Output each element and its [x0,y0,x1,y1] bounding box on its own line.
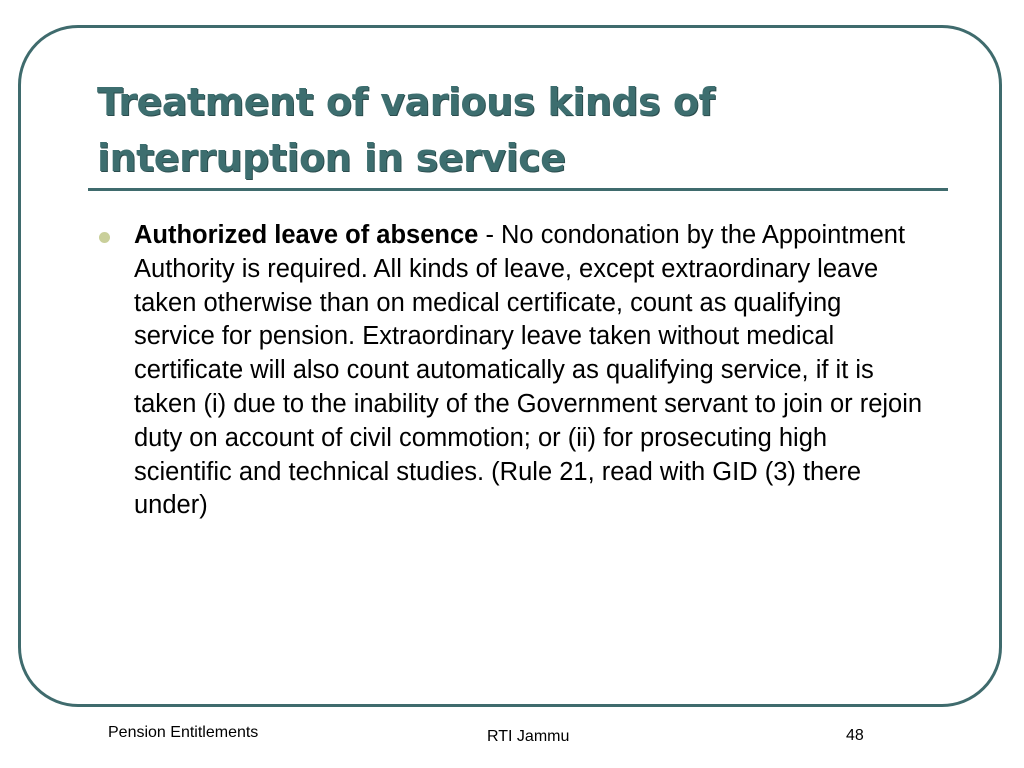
bullet-text: - No condonation by the Appointment Authority is required. All kinds of leave, except extraordinary leave taken otherwise than on medical certificate, count as qualifying service for pension. Extraordinary leave taken without medical certificate will also count automatically as qualifying service, if it is taken (i) due to the inability of the Government servant to join or rejoin duty on account of civil commotion; or (ii) for prosecuting high scientific and technical studies. (Rule 21, read with GID (3) there under) [134,221,923,520]
slide-title [97,74,957,186]
slide-title-line-2: interruption in service [97,136,566,180]
bullet-item [97,219,927,523]
slide-title-line-1: Treatment of various kinds of [97,80,715,124]
footer-left-text: Pension Entitlements [108,724,259,741]
title-divider [88,188,948,191]
footer-center-text: RTI Jammu [487,728,570,745]
bullet-dot-icon [99,232,110,243]
page-number: 48 [846,727,864,744]
bullet-term: Authorized leave of absence [134,221,479,249]
bullet-list [97,219,927,523]
